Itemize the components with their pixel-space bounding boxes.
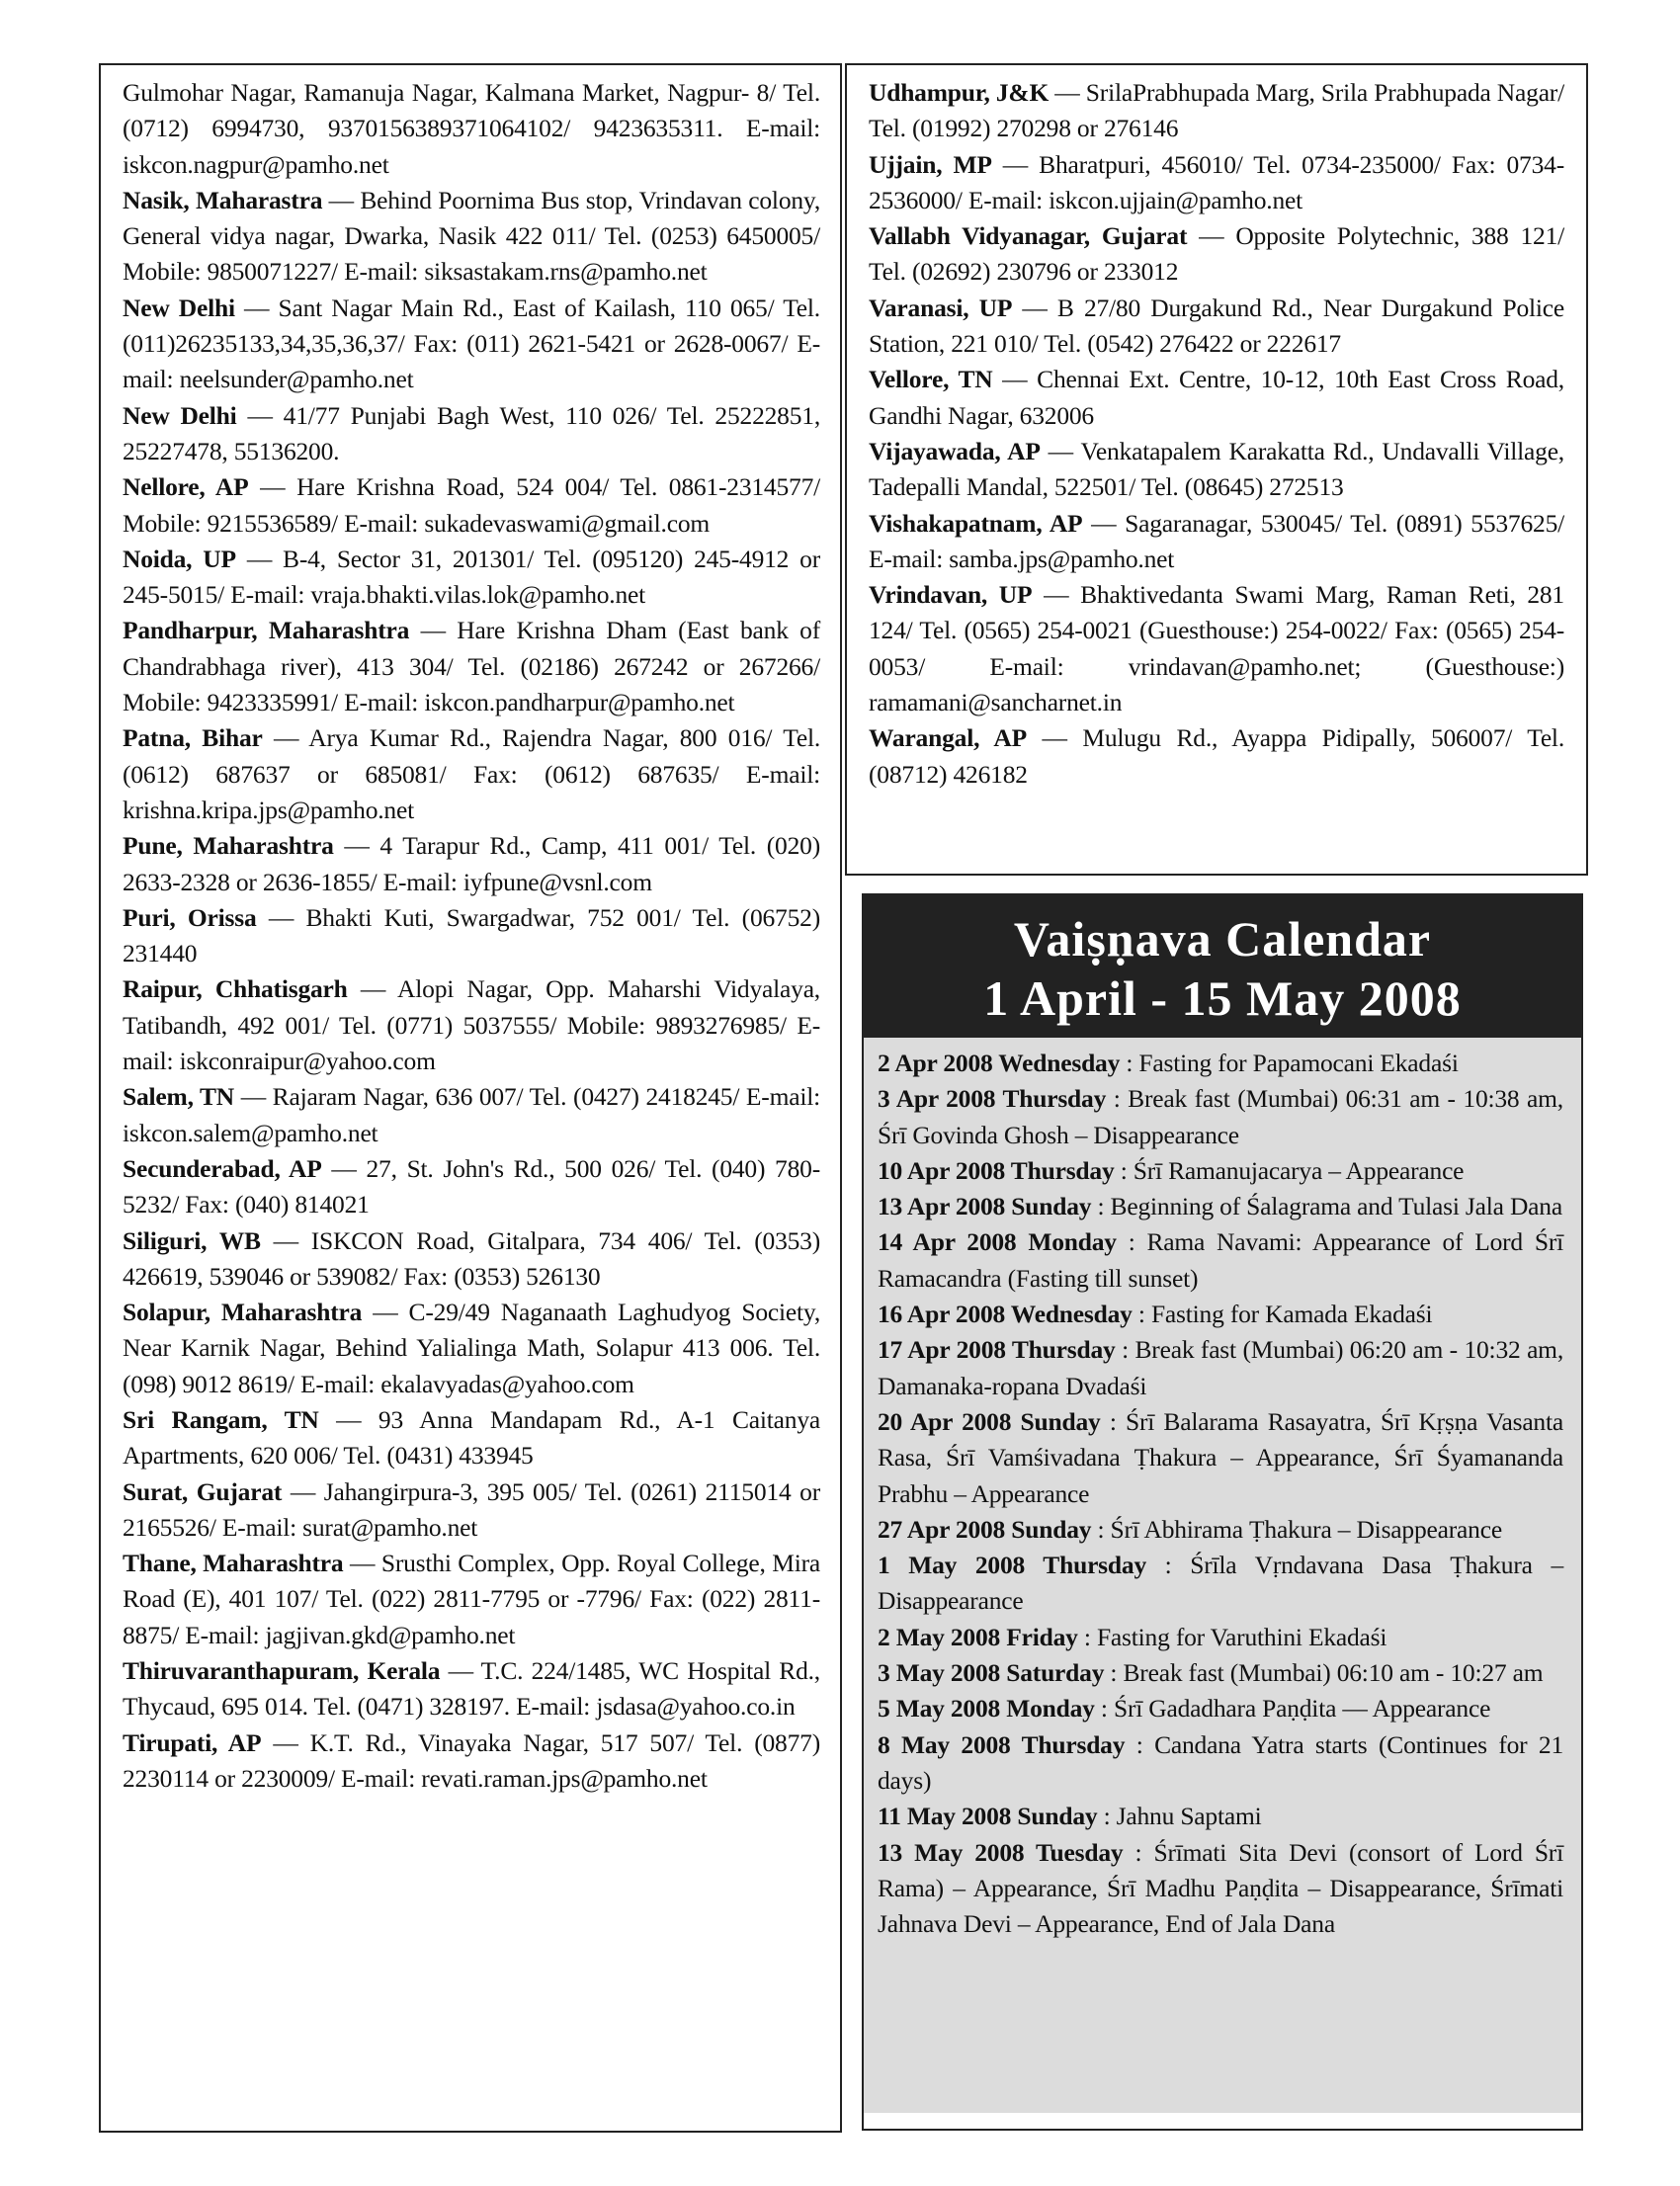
- calendar-item-text: : Break fast (Mumbai) 06:10 am - 10:27 am: [1104, 1658, 1544, 1688]
- entry-text: — 93 Anna Mandapam Rd., A-1 Caitanya Apartments, 620 006/ Tel. (0431) 433945: [123, 1404, 821, 1471]
- calendar-item: [878, 1512, 1563, 1548]
- entry-text: — Venkatapalem Karakatta Rd., Undavalli Village, Tadepalli Mandal, 522501/ Tel. (08645) 272513: [869, 436, 1564, 502]
- entry-place: New Delhi: [123, 293, 235, 322]
- directory-entry: [869, 291, 1564, 363]
- calendar-body: [864, 1038, 1581, 2113]
- entry-text: — Behind Poornima Bus stop, Vrindavan colony, General vidya nagar, Dwarka, Nasik 422 011/ Tel. (0253) 6450005/ Mobile: 9850071227/ E-mail: siksastakam.rns@pamho.net: [123, 185, 820, 287]
- calendar-item: [878, 1620, 1563, 1655]
- entry-text: — K.T. Rd., Vinayaka Nagar, 517 507/ Tel. (0877) 2230114 or 2230009/ E-mail: revati.raman.jps@pamho.net: [123, 1727, 820, 1793]
- entry-place: New Delhi: [123, 400, 237, 430]
- directory-entry: [869, 720, 1564, 793]
- entry-place: Thiruvaranthapuram, Kerala: [123, 1656, 441, 1686]
- calendar-item: [878, 1655, 1563, 1691]
- calendar-item-date: 20 Apr 2008 Sunday: [878, 1406, 1101, 1436]
- vaisnava-calendar: [862, 893, 1583, 2131]
- entry-place: Vellore, TN: [869, 365, 993, 394]
- entry-place: Pandharpur, Maharashtra: [123, 616, 410, 645]
- calendar-item-text: : Fasting for Varuthini Ekadaśi: [1077, 1622, 1387, 1651]
- entry-place: Surat, Gujarat: [123, 1476, 283, 1506]
- directory-entry: [869, 362, 1564, 434]
- entry-text: — T.C. 224/1485, WC Hospital Rd., Thycaud, 695 014. Tel. (0471) 328197. E-mail: jsdasa@yahoo.co.in: [123, 1656, 820, 1722]
- calendar-item: [878, 1153, 1563, 1189]
- entry-place: Secunderabad, AP: [123, 1153, 322, 1183]
- directory-entry: [123, 542, 820, 614]
- calendar-item-date: 3 Apr 2008 Thursday: [878, 1084, 1107, 1114]
- entry-place: Vishakapatnam, AP: [869, 508, 1083, 538]
- directory-entry: [123, 1546, 820, 1653]
- calendar-item: [878, 1297, 1563, 1332]
- directory-entry: [123, 720, 820, 828]
- entry-place: Solapur, Maharashtra: [123, 1298, 363, 1327]
- directory-entry: [123, 828, 820, 900]
- calendar-item: [878, 1189, 1563, 1224]
- entry-place: Vallabh Vidyanagar, Gujarat: [869, 221, 1188, 251]
- directory-entry: [123, 971, 820, 1079]
- calendar-item-text: : Śrī Balarama Rasayatra, Śrī Kṛṣṇa Vasanta Rasa, Śrī Vamśivadana Ṭhakura – Appearance, Śrī Śyamananda Prabhu – Appearance: [878, 1406, 1563, 1508]
- directory-entry: [869, 577, 1564, 720]
- entry-text: — C-29/49 Naganaath Laghudyog Society, Near Karnik Nagar, Behind Yalialinga Math, Solapur 413 006. Tel. (098) 9012 8619/ E-mail: ekalavyadas@yahoo.com: [123, 1298, 820, 1398]
- calendar-item-text: : Fasting for Papamocani Ekadaśi: [1120, 1049, 1459, 1077]
- calendar-item-date: 27 Apr 2008 Sunday: [878, 1514, 1092, 1544]
- directory-entry: [869, 506, 1564, 578]
- entry-place: Varanasi, UP: [869, 293, 1013, 322]
- calendar-item: [878, 1835, 1563, 1943]
- entry-text: — B 27/80 Durgakund Rd., Near Durgakund Police Station, 221 010/ Tel. (0542) 276422 or 222617: [869, 293, 1564, 359]
- entry-place: Vijayawada, AP: [869, 436, 1041, 465]
- entry-place: Siliguri, WB: [123, 1225, 261, 1255]
- calendar-item: [878, 1404, 1563, 1512]
- calendar-item-text: : Beginning of Śalagrama and Tulasi Jala Dana: [1091, 1192, 1562, 1221]
- directory-entry: [123, 1151, 820, 1223]
- directory-entry: [123, 1725, 820, 1798]
- calendar-item: [878, 1691, 1563, 1726]
- directory-entry: [123, 1653, 820, 1725]
- calendar-item-date: 16 Apr 2008 Wednesday: [878, 1300, 1133, 1329]
- entry-text: — Srusthi Complex, Opp. Royal College, Mira Road (E), 401 107/ Tel. (022) 2811-7795 or -7796/ Fax: (022) 2811-8875/ E-mail: jagjivan.gkd@pamho.net: [123, 1549, 820, 1649]
- entry-place: Raipur, Chhatisgarh: [123, 974, 348, 1004]
- directory-entry: [869, 218, 1564, 291]
- calendar-item: [878, 1046, 1563, 1081]
- calendar-item-date: 13 Apr 2008 Sunday: [878, 1192, 1092, 1221]
- entry-text: — Alopi Nagar, Opp. Maharshi Vidyalaya, Tatibandh, 492 001/ Tel. (0771) 5037555/ Mobile: 9893276985/ E-mail: iskconraipur@yahoo.com: [123, 974, 820, 1076]
- calendar-item-date: 11 May 2008 Sunday: [878, 1802, 1098, 1831]
- calendar-item-text: : Jahnu Saptami: [1097, 1802, 1262, 1831]
- right-directory-column: [845, 63, 1588, 876]
- calendar-item-text: : Candana Yatra starts (Continues for 21 days): [878, 1729, 1564, 1795]
- entry-text: — Bhakti Kuti, Swargadwar, 752 001/ Tel. (06752) 231440: [123, 902, 820, 968]
- directory-entry: [123, 1295, 820, 1402]
- calendar-item-date: 13 May 2008 Tuesday: [878, 1837, 1124, 1867]
- calendar-item-date: 2 May 2008 Friday: [878, 1622, 1078, 1651]
- entry-text: — Hare Krishna Road, 524 004/ Tel. 0861-2314577/ Mobile: 9215536589/ E-mail: sukadevaswami@gmail.com: [123, 472, 821, 538]
- directory-entry: [869, 434, 1564, 506]
- directory-entry: [123, 75, 820, 183]
- calendar-item-date: 2 Apr 2008 Wednesday: [878, 1049, 1121, 1077]
- calendar-item-date: 10 Apr 2008 Thursday: [878, 1155, 1115, 1185]
- calendar-item-text: : Fasting for Kamada Ekadaśi: [1132, 1300, 1433, 1329]
- directory-entry: [123, 398, 820, 470]
- calendar-item-date: 8 May 2008 Thursday: [878, 1729, 1126, 1759]
- directory-entry: [123, 183, 820, 291]
- entry-place: Salem, TN: [123, 1082, 235, 1112]
- entry-place: Nasik, Maharastra: [123, 185, 323, 214]
- entry-text: — Hare Krishna Dham (East bank of Chandrabhaga river), 413 304/ Tel. (02186) 267242 or 267266/ Mobile: 9423335991/ E-mail: iskcon.pandharpur@pamho.net: [123, 616, 821, 717]
- left-directory-column: [99, 63, 842, 2133]
- calendar-item-date: 5 May 2008 Monday: [878, 1694, 1095, 1724]
- entry-place: Tirupati, AP: [123, 1727, 262, 1757]
- calendar-item-date: 14 Apr 2008 Monday: [878, 1227, 1117, 1257]
- calendar-item-date: 1 May 2008 Thursday: [878, 1551, 1146, 1580]
- directory-entry: [123, 1223, 820, 1296]
- directory-entry: [123, 900, 820, 972]
- calendar-item-text: : Rama Navami: Appearance of Lord Śrī Ramacandra (Fasting till sunset): [878, 1227, 1563, 1293]
- entry-place: Ujjain, MP: [869, 149, 992, 179]
- entry-place: Sri Rangam, TN: [123, 1404, 319, 1434]
- entry-place: Patna, Bihar: [123, 723, 263, 753]
- directory-entry: [869, 147, 1564, 219]
- entry-text: — B-4, Sector 31, 201301/ Tel. (095120) 245-4912 or 245-5015/ E-mail: vraja.bhakti.vilas.lok@pamho.net: [123, 544, 820, 610]
- entry-text: — 41/77 Punjabi Bagh West, 110 026/ Tel. 25222851, 25227478, 55136200.: [123, 400, 820, 465]
- calendar-date-range: 1 April - 15 May 2008: [983, 970, 1462, 1026]
- calendar-header: [864, 895, 1581, 1038]
- calendar-item-text: : Śrīmati Sita Devi (consort of Lord Śrī Rama) – Appearance, Śrī Madhu Paṇḍita – Disappearance, Śrīmati Jahnava Devi – Appearance, End of Jala Dana: [878, 1837, 1563, 1939]
- entry-text: — Sagaranagar, 530045/ Tel. (0891) 5537625/ E-mail: samba.jps@pamho.net: [869, 508, 1565, 573]
- directory-entry: [123, 291, 820, 398]
- entry-text: — Chennai Ext. Centre, 10-12, 10th East Cross Road, Gandhi Nagar, 632006: [869, 365, 1564, 430]
- calendar-item: [878, 1081, 1563, 1153]
- entry-text: — ISKCON Road, Gitalpara, 734 406/ Tel. (0353) 426619, 539046 or 539082/ Fax: (0353) 526130: [123, 1225, 821, 1291]
- entry-place: Pune, Maharashtra: [123, 831, 334, 861]
- entry-place: Thane, Maharashtra: [123, 1549, 344, 1578]
- entry-place: Noida, UP: [123, 544, 236, 573]
- directory-entry: [123, 1474, 820, 1547]
- entry-text: — Bhaktivedanta Swami Marg, Raman Reti, 281 124/ Tel. (0565) 254-0021 (Guesthouse:) 254-0022/ Fax: (0565) 254-0053/ E-mail: vrindavan@pamho.net; (Guesthouse:) ramamani@sancharnet.in: [869, 580, 1564, 717]
- entry-text: — Jahangirpura-3, 395 005/ Tel. (0261) 2115014 or 2165526/ E-mail: surat@pamho.net: [123, 1476, 820, 1542]
- calendar-item: [878, 1548, 1563, 1620]
- calendar-item-text: : Śrī Gadadhara Paṇḍita — Appearance: [1094, 1694, 1491, 1724]
- directory-entry: [123, 613, 820, 720]
- entry-text: — Arya Kumar Rd., Rajendra Nagar, 800 016/ Tel. (0612) 687637 or 685081/ Fax: (0612) 687635/ E-mail: krishna.kripa.jps@pamho.net: [123, 723, 821, 824]
- calendar-item-date: 17 Apr 2008 Thursday: [878, 1335, 1116, 1365]
- directory-entry: [123, 1402, 820, 1474]
- entry-text: — SrilaPrabhupada Marg, Srila Prabhupada Nagar/ Tel. (01992) 270298 or 276146: [869, 78, 1564, 143]
- entry-place: Puri, Orissa: [123, 902, 257, 932]
- calendar-item-text: : Śrī Ramanujacarya – Appearance: [1114, 1155, 1465, 1185]
- entry-place: Vrindavan, UP: [869, 580, 1033, 610]
- entry-place: Nellore, AP: [123, 472, 249, 502]
- calendar-item-text: : Śrīla Vṛndavana Dasa Ṭhakura – Disappearance: [878, 1551, 1563, 1616]
- calendar-item-date: 3 May 2008 Saturday: [878, 1658, 1105, 1688]
- calendar-item: [878, 1332, 1563, 1404]
- entry-place: Warangal, AP: [869, 723, 1027, 753]
- directory-entry: [123, 469, 820, 542]
- entry-place: Udhampur, J&K: [869, 78, 1050, 107]
- entry-text: — 27, St. John's Rd., 500 026/ Tel. (040) 780-5232/ Fax: (040) 814021: [123, 1153, 821, 1219]
- calendar-item-text: : Break fast (Mumbai) 06:20 am - 10:32 am, Damanaka-ropana Dvadaśi: [878, 1335, 1563, 1400]
- calendar-item: [878, 1727, 1563, 1800]
- entry-text: Gulmohar Nagar, Ramanuja Nagar, Kalmana Market, Nagpur- 8/ Tel. (0712) 6994730, 9370156389371064102/ 9423635311. E-mail: iskcon.nagpur@pamho.net: [123, 78, 820, 179]
- directory-entry: [869, 75, 1564, 147]
- calendar-item: [878, 1224, 1563, 1297]
- entry-text: — Bharatpuri, 456010/ Tel. 0734-235000/ Fax: 0734-2536000/ E-mail: iskcon.ujjain@pamho.net: [869, 149, 1564, 214]
- calendar-item: [878, 1799, 1563, 1834]
- calendar-item-text: : Break fast (Mumbai) 06:31 am - 10:38 am, Śrī Govinda Ghosh – Disappearance: [878, 1084, 1563, 1149]
- calendar-item-text: : Śrī Abhirama Ṭhakura – Disappearance: [1091, 1514, 1502, 1544]
- entry-text: — Opposite Polytechnic, 388 121/ Tel. (02692) 230796 or 233012: [869, 221, 1565, 287]
- calendar-title: Vaiṣṇava Calendar: [1013, 911, 1432, 967]
- entry-text: — Mulugu Rd., Ayappa Pidipally, 506007/ Tel. (08712) 426182: [869, 723, 1564, 789]
- directory-entry: [123, 1079, 820, 1151]
- entry-text: — 4 Tarapur Rd., Camp, 411 001/ Tel. (020) 2633-2328 or 2636-1855/ E-mail: iyfpune@vsnl.com: [123, 831, 820, 896]
- entry-text: — Sant Nagar Main Rd., East of Kailash, 110 065/ Tel. (011)26235133,34,35,36,37/ Fax: (011) 2621-5421 or 2628-0067/ E-mail: neelsunder@pamho.net: [123, 293, 820, 394]
- entry-text: — Rajaram Nagar, 636 007/ Tel. (0427) 2418245/ E-mail: iskcon.salem@pamho.net: [123, 1082, 821, 1147]
